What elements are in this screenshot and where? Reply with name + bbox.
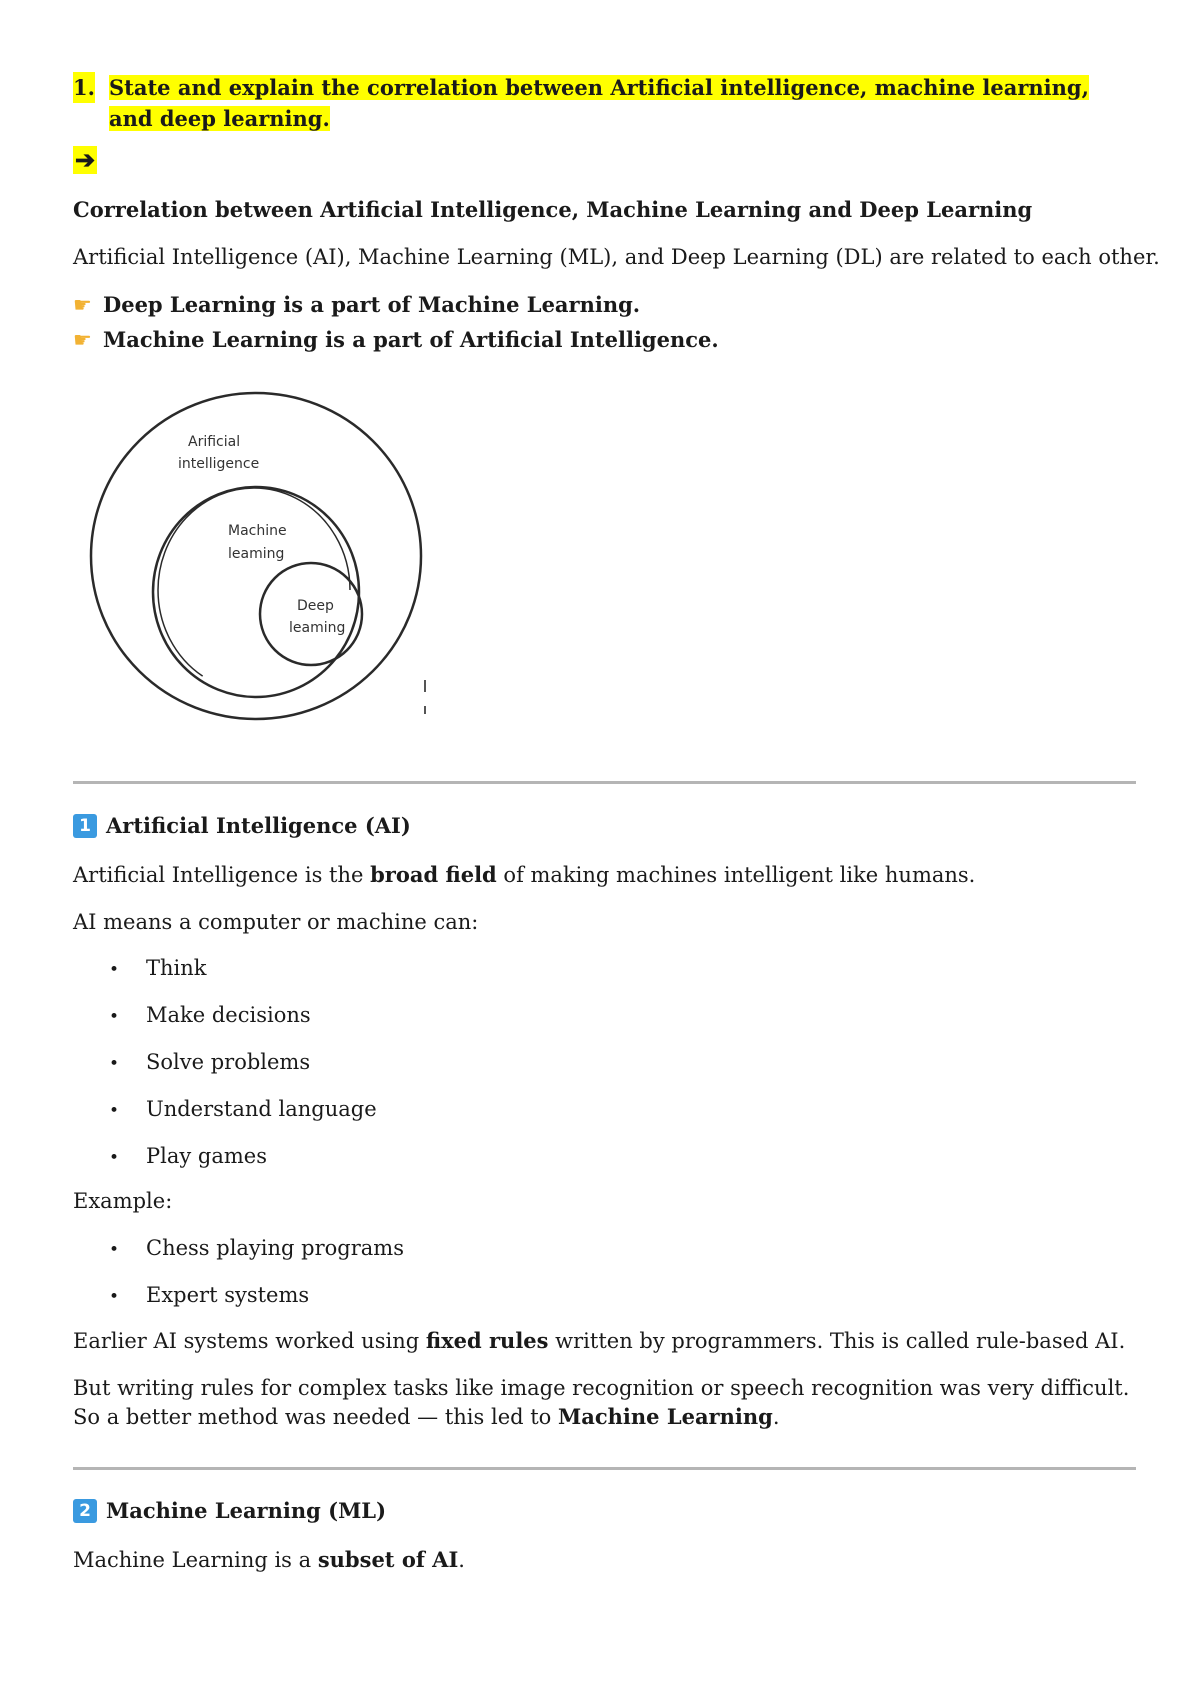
section-ml-heading xyxy=(73,1497,386,1525)
middle-label-line-1: Machine xyxy=(228,523,287,539)
question-heading xyxy=(73,72,1136,134)
inner-circle-dl xyxy=(260,563,362,665)
ml-definition: Machine Learning is a subset of AI. xyxy=(73,1547,465,1572)
outer-label-line-1: Arificial xyxy=(188,434,241,450)
example-label: Example: xyxy=(73,1189,173,1213)
bold-term: subset of AI xyxy=(317,1547,459,1572)
bullet-icon: • xyxy=(109,1148,120,1168)
section-ai-heading xyxy=(73,812,411,840)
question-text: State and explain the correlation between Artificial intelligence, machine learning, and deep learning. xyxy=(109,75,1089,131)
divider xyxy=(73,1467,1136,1470)
list-item: • Play games xyxy=(109,1142,267,1172)
question-number: 1. xyxy=(73,72,95,103)
list-item: • Understand language xyxy=(109,1095,377,1125)
middle-label-line-2: leaming xyxy=(228,546,285,562)
inner-label-line-2: leaming xyxy=(289,620,346,636)
bold-term: broad field xyxy=(370,862,497,887)
number-one-badge-icon: 1 xyxy=(73,814,97,838)
point-machine-learning xyxy=(73,326,719,354)
list-item: • Make decisions xyxy=(109,1001,311,1031)
list-item: • Solve problems xyxy=(109,1048,310,1078)
ai-definition: Artificial Intelligence is the broad field of making machines intelligent like humans. xyxy=(73,862,976,887)
section-ai-title: Artificial Intelligence (AI) xyxy=(106,813,411,838)
bullet-icon: • xyxy=(109,1007,120,1027)
point-text: Deep Learning is a part of Machine Learning. xyxy=(103,292,641,317)
pointing-hand-icon: ☛ xyxy=(73,293,92,317)
number-two-badge-icon: 2 xyxy=(73,1499,97,1523)
section-ml-title: Machine Learning (ML) xyxy=(106,1498,387,1523)
correlation-intro: Artificial Intelligence (AI), Machine Learning (ML), and Deep Learning (DL) are related to each other. xyxy=(73,245,1160,269)
inner-label-line-1: Deep xyxy=(297,598,334,614)
difficulty-paragraph: But writing rules for complex tasks like image recognition or speech recognition was very difficult. xyxy=(73,1376,1130,1400)
bullet-icon: • xyxy=(109,960,120,980)
outer-label-line-2: intelligence xyxy=(178,456,260,472)
rule-based-paragraph: Earlier AI systems worked using fixed rules written by programmers. This is called rule-based AI. xyxy=(73,1328,1126,1353)
correlation-heading: Correlation between Artificial Intelligence, Machine Learning and Deep Learning xyxy=(73,197,1033,222)
bullet-icon: • xyxy=(109,1054,120,1074)
bullet-icon: • xyxy=(109,1287,120,1307)
list-item: • Expert systems xyxy=(109,1281,309,1311)
list-item: • Chess playing programs xyxy=(109,1234,404,1264)
point-deep-learning xyxy=(73,291,640,319)
point-text: Machine Learning is a part of Artificial Intelligence. xyxy=(103,327,719,352)
right-arrow-icon: ➔ xyxy=(75,145,96,174)
ai-ml-dl-venn-diagram xyxy=(82,388,432,738)
divider xyxy=(73,781,1136,784)
bullet-icon: • xyxy=(109,1101,120,1121)
bold-term: fixed rules xyxy=(425,1328,549,1353)
middle-circle-ml xyxy=(153,487,359,697)
pointing-hand-icon: ☛ xyxy=(73,328,92,352)
bullet-icon: • xyxy=(109,1240,120,1260)
transition-paragraph: So a better method was needed — this led to Machine Learning. xyxy=(73,1404,780,1429)
bold-term: Machine Learning xyxy=(558,1404,773,1429)
outer-arc-extra xyxy=(158,488,350,692)
list-item: • Think xyxy=(109,954,207,984)
ai-means: AI means a computer or machine can: xyxy=(73,910,479,934)
